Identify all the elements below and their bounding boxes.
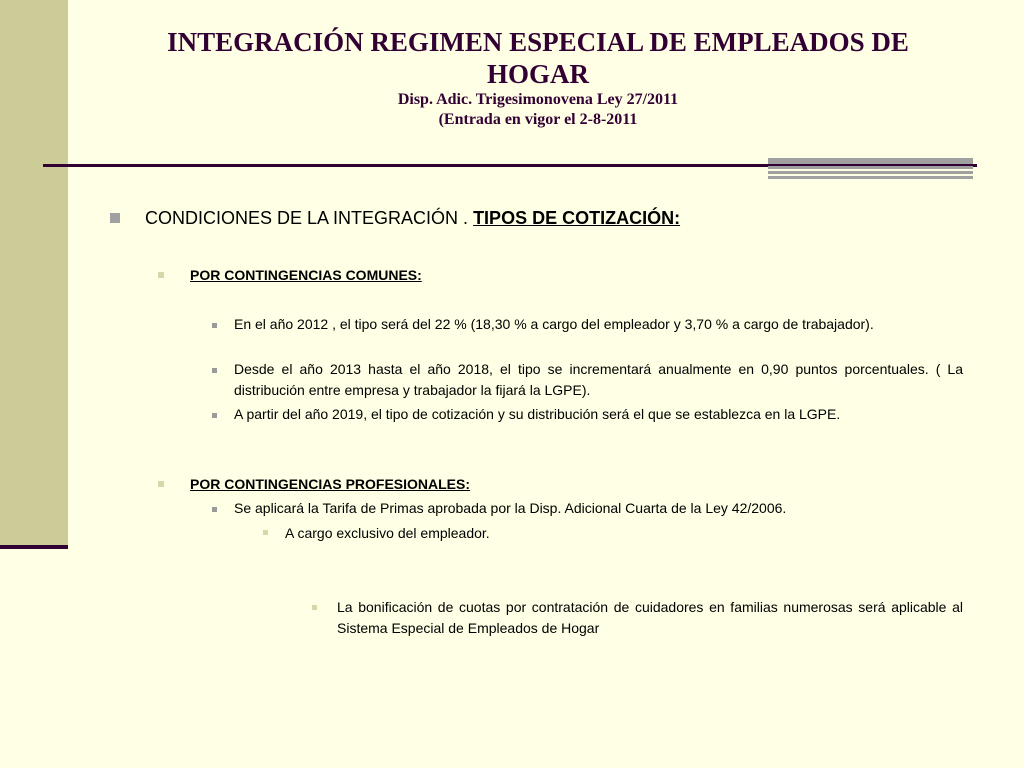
- comunes-item-1: En el año 2012 , el tipo será del 22 % (18,30 % a cargo del empleador y 3,70 % a cargo de trabajador).: [234, 316, 874, 332]
- left-band-rule: [0, 545, 68, 549]
- square-bullet-icon: [263, 530, 268, 535]
- square-bullet-icon: [158, 481, 164, 487]
- square-bullet-icon: [212, 507, 217, 512]
- square-bullet-icon: [212, 413, 217, 418]
- comunes-heading: POR CONTINGENCIAS COMUNES:: [190, 267, 422, 283]
- title-line-1: INTEGRACIÓN REGIMEN ESPECIAL DE EMPLEADOS DE: [167, 27, 909, 57]
- slide-title: [100, 26, 976, 130]
- main-bullet-prefix: CONDICIONES DE LA INTEGRACIÓN .: [145, 208, 474, 228]
- comunes-item-2: Desde el año 2013 hasta el año 2018, el tipo se incrementará anualmente en 0,90 puntos porcentuales. ( La distribución entre empresa y trabajador la fijará la LGPE).: [234, 361, 963, 398]
- profesionales-heading: POR CONTINGENCIAS PROFESIONALES:: [190, 476, 471, 492]
- subtitle-line-1: Disp. Adic. Trigesimonovena Ley 27/2011: [397, 91, 679, 108]
- left-decorative-band: [0, 0, 68, 545]
- subtitle-line-2: (Entrada en vigor el 2-8-2011: [438, 111, 638, 128]
- square-bullet-icon: [212, 368, 217, 373]
- title-line-2: HOGAR: [486, 59, 589, 89]
- bonificacion-text: La bonificación de cuotas por contratación de cuidadores en familias numerosas será aplicable al Sistema Especial de Empleados de Hogar: [337, 599, 963, 636]
- main-bullet-text: [145, 207, 680, 229]
- square-bullet-icon: [212, 323, 217, 328]
- main-bullet-emphasis: TIPOS DE COTIZACIÓN:: [473, 208, 681, 228]
- square-bullet-icon: [312, 605, 317, 610]
- profesionales-item: Se aplicará la Tarifa de Primas aprobada por la Disp. Adicional Cuarta de la Ley 42/2006.: [234, 500, 787, 516]
- square-bullet-icon: [110, 213, 120, 223]
- profesionales-subitem: A cargo exclusivo del empleador.: [285, 525, 490, 541]
- comunes-item-3: A partir del año 2019, el tipo de cotización y su distribución será el que se establezca en la LGPE.: [234, 406, 841, 422]
- square-bullet-icon: [158, 272, 164, 278]
- divider-accent: [768, 158, 973, 178]
